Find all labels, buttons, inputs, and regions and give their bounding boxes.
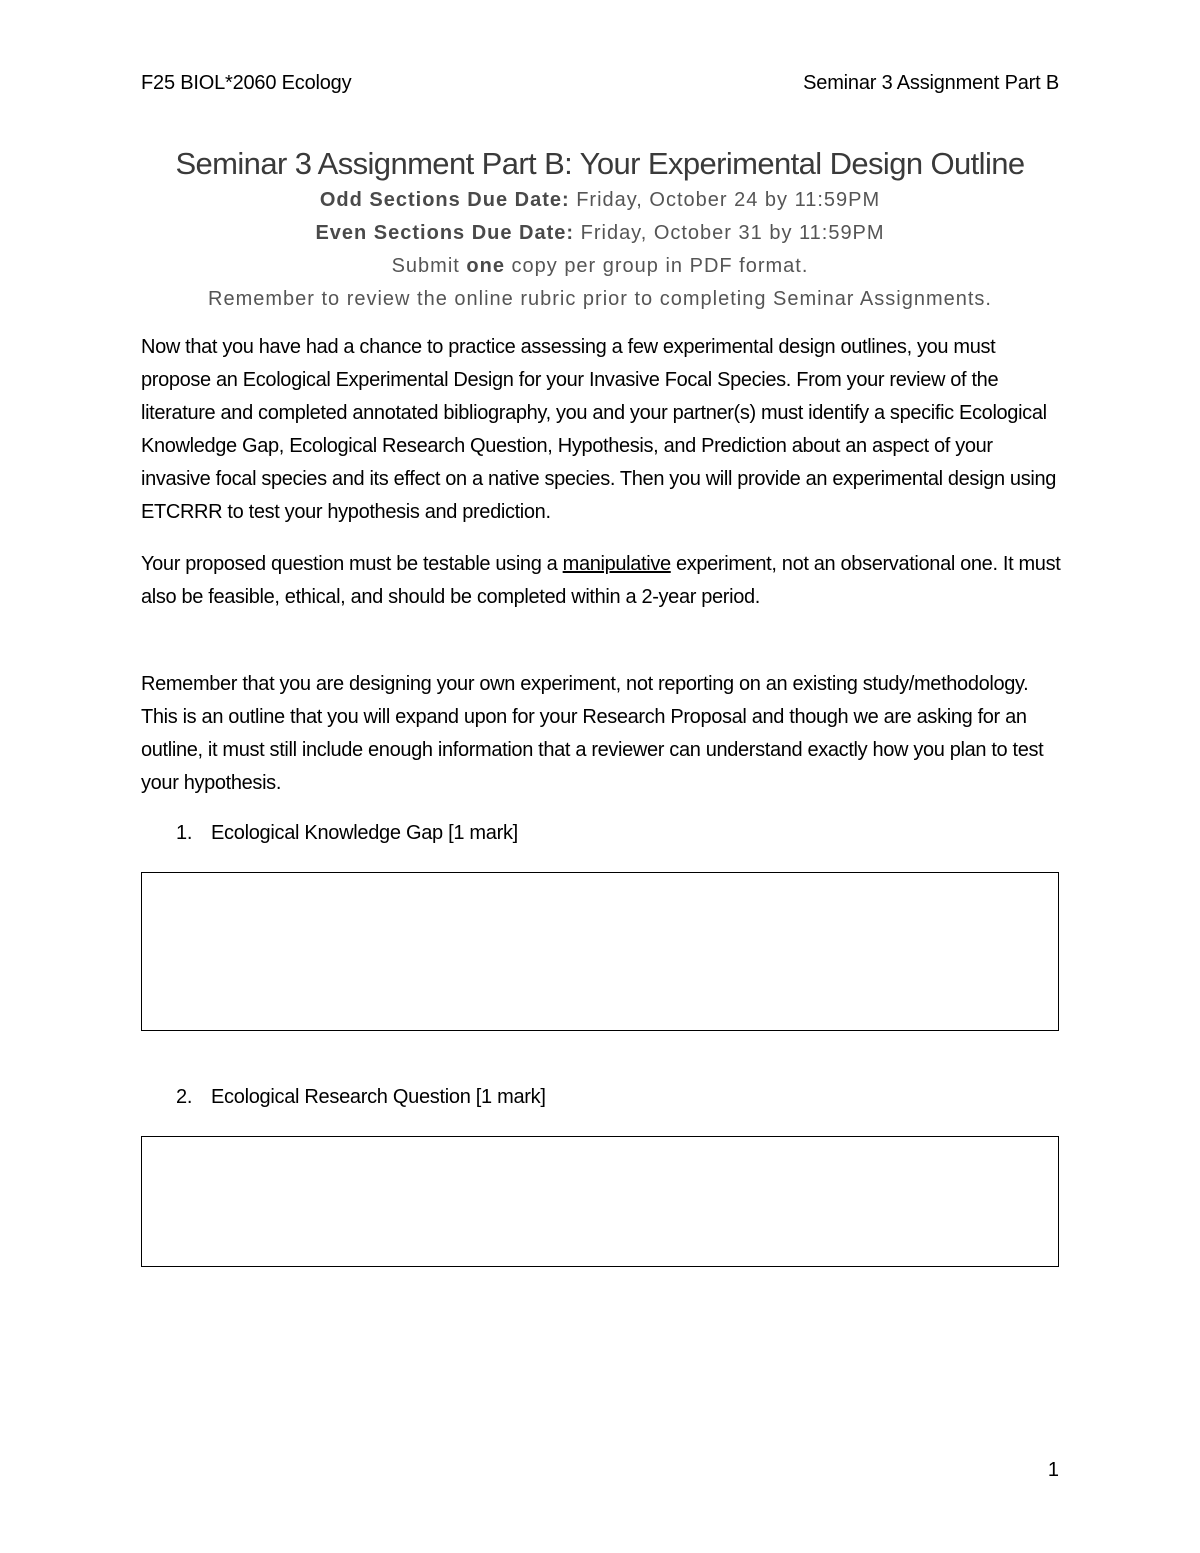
question-1: [176, 822, 518, 845]
odd-due-label: Odd Sections Due Date:: [319, 189, 570, 211]
rubric-reminder: Remember to review the online rubric prior to completing Seminar Assignments.: [208, 288, 992, 310]
header-course: F25 BIOL*2060 Ecology: [141, 72, 352, 94]
title-block: [100, 144, 1100, 316]
reminder-paragraph-text: Remember that you are designing your own experiment, not reporting on an existing study/methodology. This is an outline that you will expand upon for your Research Proposal and though we are asking for an outline, it must still include enough information that a reviewer can understand exactly how you plan to test your hypothesis.: [141, 673, 1044, 794]
even-due-value: Friday, October 31 by 11:59PM: [574, 222, 885, 244]
requirements-paragraph: [141, 548, 1066, 614]
manipulative-underlined: manipulative: [562, 553, 671, 575]
question-label: Ecological Research Question [1 mark]: [211, 1086, 546, 1108]
odd-due-date: [100, 184, 1100, 217]
question-label: Ecological Knowledge Gap [1 mark]: [211, 822, 518, 844]
page-number: 1: [1047, 1459, 1059, 1481]
even-due-label: Even Sections Due Date:: [315, 222, 575, 244]
requirements-paragraph-text: [141, 548, 1066, 614]
odd-due-value: Friday, October 24 by 11:59PM: [569, 189, 881, 211]
submit-prefix: Submit: [391, 255, 467, 277]
question-number: 1.: [176, 822, 193, 844]
page-title: Seminar 3 Assignment Part B: Your Experimental Design Outline: [175, 146, 1025, 181]
reminder-paragraph: [141, 668, 1066, 800]
requirements-text-before: Your proposed question must be testable using a: [141, 553, 563, 575]
intro-paragraph-text: Now that you have had a chance to practice assessing a few experimental design outlines, you must propose an Ecological Experimental Design for your Invasive Focal Species. From your review of the literature and completed annotated bibliography, you and your partner(s) must identify a specific Ecological Knowledge Gap, Ecological Research Question, Hypothesis, and Prediction about an aspect of your invasive focal species and its effect on a native species. Then you will provide an experimental design using ETCRRR to test your hypothesis and prediction.: [141, 336, 1056, 523]
even-due-date: [100, 217, 1100, 250]
answer-box-knowledge-gap[interactable]: [141, 872, 1059, 1031]
header-assignment: Seminar 3 Assignment Part B: [803, 72, 1059, 94]
submit-instruction: [100, 250, 1100, 283]
answer-box-research-question[interactable]: [141, 1136, 1059, 1267]
intro-paragraph: [141, 331, 1066, 529]
submit-suffix: copy per group in PDF format.: [504, 255, 809, 277]
question-number: 2.: [176, 1086, 193, 1108]
question-2: [176, 1086, 546, 1109]
submit-emphasis: one: [466, 255, 505, 277]
requirements-text-after: experiment, not an observational one. It must also be feasible, ethical, and should be completed within a 2-year period.: [141, 553, 1061, 608]
